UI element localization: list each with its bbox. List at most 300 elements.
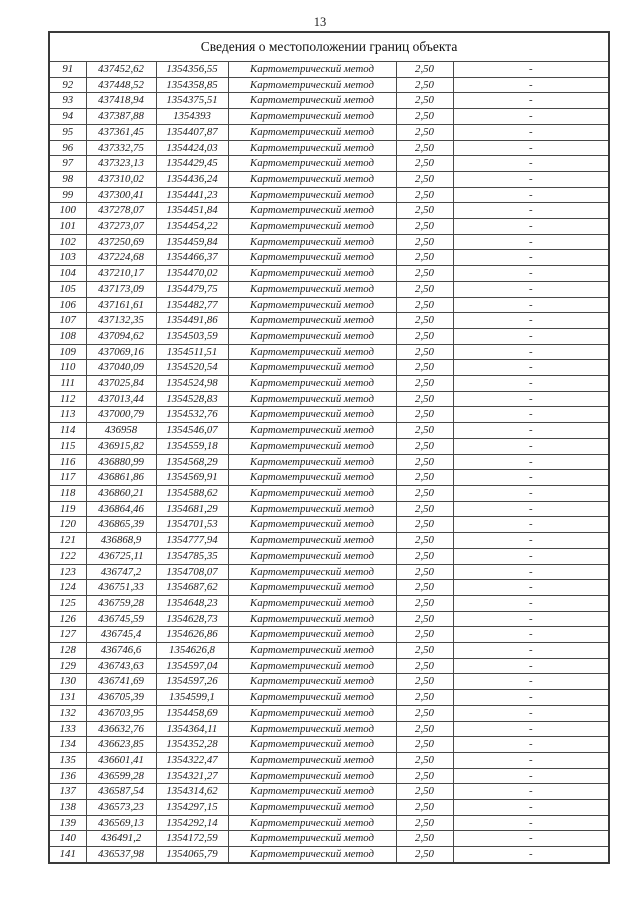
method-cell: Картометрический метод xyxy=(228,360,396,376)
table-row xyxy=(49,250,609,266)
method-cell: Картометрический метод xyxy=(228,344,396,360)
precision-cell: 2,50 xyxy=(396,564,453,580)
x-coordinate-cell: 437173,09 xyxy=(86,281,156,297)
method-cell: Картометрический метод xyxy=(228,721,396,737)
table-row xyxy=(49,690,609,706)
y-coordinate-cell: 1354532,76 xyxy=(156,407,228,423)
y-coordinate-cell: 1354352,28 xyxy=(156,737,228,753)
table-row xyxy=(49,643,609,659)
point-number-cell: 105 xyxy=(49,281,86,297)
point-number-cell: 135 xyxy=(49,752,86,768)
y-coordinate-cell: 1354364,11 xyxy=(156,721,228,737)
note-cell: - xyxy=(453,658,609,674)
precision-cell: 2,50 xyxy=(396,815,453,831)
table-row xyxy=(49,517,609,533)
y-coordinate-cell: 1354785,35 xyxy=(156,548,228,564)
method-cell: Картометрический метод xyxy=(228,77,396,93)
x-coordinate-cell: 436743,63 xyxy=(86,658,156,674)
method-cell: Картометрический метод xyxy=(228,171,396,187)
method-cell: Картометрический метод xyxy=(228,674,396,690)
table-row xyxy=(49,360,609,376)
method-cell: Картометрический метод xyxy=(228,847,396,863)
precision-cell: 2,50 xyxy=(396,752,453,768)
precision-cell: 2,50 xyxy=(396,156,453,172)
x-coordinate-cell: 436491,2 xyxy=(86,831,156,847)
y-coordinate-cell: 1354628,73 xyxy=(156,611,228,627)
x-coordinate-cell: 436868,9 xyxy=(86,533,156,549)
y-coordinate-cell: 1354520,54 xyxy=(156,360,228,376)
table-row xyxy=(49,784,609,800)
note-cell: - xyxy=(453,690,609,706)
x-coordinate-cell: 436861,86 xyxy=(86,470,156,486)
table-row xyxy=(49,721,609,737)
x-coordinate-cell: 436573,23 xyxy=(86,800,156,816)
note-cell: - xyxy=(453,643,609,659)
table-row xyxy=(49,438,609,454)
y-coordinate-cell: 1354568,29 xyxy=(156,454,228,470)
y-coordinate-cell: 1354491,86 xyxy=(156,313,228,329)
y-coordinate-cell: 1354599,1 xyxy=(156,690,228,706)
precision-cell: 2,50 xyxy=(396,219,453,235)
boundary-points-table xyxy=(48,31,610,864)
x-coordinate-cell: 437300,41 xyxy=(86,187,156,203)
table-row xyxy=(49,187,609,203)
method-cell: Картометрический метод xyxy=(228,407,396,423)
note-cell: - xyxy=(453,219,609,235)
point-number-cell: 104 xyxy=(49,266,86,282)
method-cell: Картометрический метод xyxy=(228,93,396,109)
point-number-cell: 120 xyxy=(49,517,86,533)
method-cell: Картометрический метод xyxy=(228,124,396,140)
y-coordinate-cell: 1354597,04 xyxy=(156,658,228,674)
point-number-cell: 128 xyxy=(49,643,86,659)
y-coordinate-cell: 1354424,03 xyxy=(156,140,228,156)
y-coordinate-cell: 1354511,51 xyxy=(156,344,228,360)
note-cell: - xyxy=(453,705,609,721)
point-number-cell: 140 xyxy=(49,831,86,847)
method-cell: Картометрический метод xyxy=(228,250,396,266)
table-row xyxy=(49,297,609,313)
y-coordinate-cell: 1354559,18 xyxy=(156,438,228,454)
table-row xyxy=(49,454,609,470)
method-cell: Картометрический метод xyxy=(228,517,396,533)
precision-cell: 2,50 xyxy=(396,501,453,517)
precision-cell: 2,50 xyxy=(396,438,453,454)
note-cell: - xyxy=(453,344,609,360)
y-coordinate-cell: 1354065,79 xyxy=(156,847,228,863)
point-number-cell: 108 xyxy=(49,328,86,344)
table-row xyxy=(49,313,609,329)
point-number-cell: 136 xyxy=(49,768,86,784)
x-coordinate-cell: 436864,46 xyxy=(86,501,156,517)
precision-cell: 2,50 xyxy=(396,93,453,109)
x-coordinate-cell: 437452,62 xyxy=(86,62,156,78)
x-coordinate-cell: 436623,85 xyxy=(86,737,156,753)
point-number-cell: 109 xyxy=(49,344,86,360)
note-cell: - xyxy=(453,768,609,784)
point-number-cell: 123 xyxy=(49,564,86,580)
table-row xyxy=(49,266,609,282)
table-row xyxy=(49,595,609,611)
method-cell: Картометрический метод xyxy=(228,548,396,564)
table-row xyxy=(49,124,609,140)
precision-cell: 2,50 xyxy=(396,705,453,721)
x-coordinate-cell: 437332,75 xyxy=(86,140,156,156)
precision-cell: 2,50 xyxy=(396,344,453,360)
table-row xyxy=(49,328,609,344)
precision-cell: 2,50 xyxy=(396,297,453,313)
y-coordinate-cell: 1354375,51 xyxy=(156,93,228,109)
note-cell: - xyxy=(453,281,609,297)
precision-cell: 2,50 xyxy=(396,611,453,627)
note-cell: - xyxy=(453,847,609,863)
precision-cell: 2,50 xyxy=(396,658,453,674)
point-number-cell: 116 xyxy=(49,454,86,470)
table-row xyxy=(49,564,609,580)
note-cell: - xyxy=(453,93,609,109)
table-row xyxy=(49,62,609,78)
point-number-cell: 98 xyxy=(49,171,86,187)
x-coordinate-cell: 436745,59 xyxy=(86,611,156,627)
x-coordinate-cell: 437387,88 xyxy=(86,109,156,125)
note-cell: - xyxy=(453,533,609,549)
x-coordinate-cell: 436632,76 xyxy=(86,721,156,737)
method-cell: Картометрический метод xyxy=(228,234,396,250)
precision-cell: 2,50 xyxy=(396,281,453,297)
y-coordinate-cell: 1354441,23 xyxy=(156,187,228,203)
point-number-cell: 119 xyxy=(49,501,86,517)
point-number-cell: 124 xyxy=(49,580,86,596)
x-coordinate-cell: 437273,07 xyxy=(86,219,156,235)
note-cell: - xyxy=(453,328,609,344)
x-coordinate-cell: 436860,21 xyxy=(86,485,156,501)
table-row xyxy=(49,768,609,784)
table-row xyxy=(49,737,609,753)
note-cell: - xyxy=(453,611,609,627)
point-number-cell: 126 xyxy=(49,611,86,627)
note-cell: - xyxy=(453,313,609,329)
table-row xyxy=(49,77,609,93)
y-coordinate-cell: 1354356,55 xyxy=(156,62,228,78)
point-number-cell: 93 xyxy=(49,93,86,109)
table-row xyxy=(49,171,609,187)
y-coordinate-cell: 1354681,29 xyxy=(156,501,228,517)
note-cell: - xyxy=(453,548,609,564)
table-row xyxy=(49,407,609,423)
precision-cell: 2,50 xyxy=(396,721,453,737)
table-row xyxy=(49,580,609,596)
table-title-row xyxy=(49,32,609,62)
table-row xyxy=(49,501,609,517)
method-cell: Картометрический метод xyxy=(228,533,396,549)
table-row xyxy=(49,658,609,674)
x-coordinate-cell: 437361,45 xyxy=(86,124,156,140)
point-number-cell: 106 xyxy=(49,297,86,313)
x-coordinate-cell: 436741,69 xyxy=(86,674,156,690)
y-coordinate-cell: 1354524,98 xyxy=(156,376,228,392)
method-cell: Картометрический метод xyxy=(228,658,396,674)
precision-cell: 2,50 xyxy=(396,328,453,344)
note-cell: - xyxy=(453,752,609,768)
note-cell: - xyxy=(453,407,609,423)
y-coordinate-cell: 1354546,07 xyxy=(156,423,228,439)
point-number-cell: 97 xyxy=(49,156,86,172)
table-row xyxy=(49,847,609,863)
table-row xyxy=(49,93,609,109)
method-cell: Картометрический метод xyxy=(228,156,396,172)
point-number-cell: 96 xyxy=(49,140,86,156)
point-number-cell: 127 xyxy=(49,627,86,643)
x-coordinate-cell: 436703,95 xyxy=(86,705,156,721)
note-cell: - xyxy=(453,595,609,611)
point-number-cell: 102 xyxy=(49,234,86,250)
precision-cell: 2,50 xyxy=(396,847,453,863)
method-cell: Картометрический метод xyxy=(228,737,396,753)
method-cell: Картометрический метод xyxy=(228,313,396,329)
precision-cell: 2,50 xyxy=(396,124,453,140)
x-coordinate-cell: 436745,4 xyxy=(86,627,156,643)
table-row xyxy=(49,752,609,768)
y-coordinate-cell: 1354451,84 xyxy=(156,203,228,219)
x-coordinate-cell: 437069,16 xyxy=(86,344,156,360)
point-number-cell: 131 xyxy=(49,690,86,706)
y-coordinate-cell: 1354588,62 xyxy=(156,485,228,501)
y-coordinate-cell: 1354459,84 xyxy=(156,234,228,250)
point-number-cell: 113 xyxy=(49,407,86,423)
point-number-cell: 101 xyxy=(49,219,86,235)
point-number-cell: 139 xyxy=(49,815,86,831)
note-cell: - xyxy=(453,423,609,439)
precision-cell: 2,50 xyxy=(396,77,453,93)
y-coordinate-cell: 1354528,83 xyxy=(156,391,228,407)
method-cell: Картометрический метод xyxy=(228,423,396,439)
precision-cell: 2,50 xyxy=(396,784,453,800)
method-cell: Картометрический метод xyxy=(228,391,396,407)
point-number-cell: 137 xyxy=(49,784,86,800)
precision-cell: 2,50 xyxy=(396,768,453,784)
method-cell: Картометрический метод xyxy=(228,438,396,454)
x-coordinate-cell: 436747,2 xyxy=(86,564,156,580)
method-cell: Картометрический метод xyxy=(228,187,396,203)
x-coordinate-cell: 436705,39 xyxy=(86,690,156,706)
point-number-cell: 100 xyxy=(49,203,86,219)
y-coordinate-cell: 1354597,26 xyxy=(156,674,228,690)
method-cell: Картометрический метод xyxy=(228,328,396,344)
note-cell: - xyxy=(453,203,609,219)
x-coordinate-cell: 436601,41 xyxy=(86,752,156,768)
point-number-cell: 117 xyxy=(49,470,86,486)
point-number-cell: 133 xyxy=(49,721,86,737)
method-cell: Картометрический метод xyxy=(228,580,396,596)
y-coordinate-cell: 1354297,15 xyxy=(156,800,228,816)
note-cell: - xyxy=(453,266,609,282)
table-row xyxy=(49,140,609,156)
note-cell: - xyxy=(453,156,609,172)
x-coordinate-cell: 436880,99 xyxy=(86,454,156,470)
y-coordinate-cell: 1354292,14 xyxy=(156,815,228,831)
method-cell: Картометрический метод xyxy=(228,784,396,800)
table-row xyxy=(49,800,609,816)
table-row xyxy=(49,674,609,690)
table-row xyxy=(49,423,609,439)
note-cell: - xyxy=(453,564,609,580)
note-cell: - xyxy=(453,815,609,831)
precision-cell: 2,50 xyxy=(396,548,453,564)
method-cell: Картометрический метод xyxy=(228,815,396,831)
y-coordinate-cell: 1354482,77 xyxy=(156,297,228,313)
note-cell: - xyxy=(453,438,609,454)
method-cell: Картометрический метод xyxy=(228,611,396,627)
x-coordinate-cell: 437094,62 xyxy=(86,328,156,344)
y-coordinate-cell: 1354466,37 xyxy=(156,250,228,266)
precision-cell: 2,50 xyxy=(396,595,453,611)
y-coordinate-cell: 1354648,23 xyxy=(156,595,228,611)
x-coordinate-cell: 437040,09 xyxy=(86,360,156,376)
y-coordinate-cell: 1354458,69 xyxy=(156,705,228,721)
precision-cell: 2,50 xyxy=(396,580,453,596)
x-coordinate-cell: 436751,33 xyxy=(86,580,156,596)
x-coordinate-cell: 437025,84 xyxy=(86,376,156,392)
precision-cell: 2,50 xyxy=(396,407,453,423)
point-number-cell: 130 xyxy=(49,674,86,690)
y-coordinate-cell: 1354708,07 xyxy=(156,564,228,580)
method-cell: Картометрический метод xyxy=(228,203,396,219)
x-coordinate-cell: 437323,13 xyxy=(86,156,156,172)
table-row xyxy=(49,627,609,643)
precision-cell: 2,50 xyxy=(396,470,453,486)
precision-cell: 2,50 xyxy=(396,533,453,549)
point-number-cell: 91 xyxy=(49,62,86,78)
method-cell: Картометрический метод xyxy=(228,501,396,517)
y-coordinate-cell: 1354470,02 xyxy=(156,266,228,282)
method-cell: Картометрический метод xyxy=(228,831,396,847)
precision-cell: 2,50 xyxy=(396,485,453,501)
point-number-cell: 115 xyxy=(49,438,86,454)
x-coordinate-cell: 437250,69 xyxy=(86,234,156,250)
note-cell: - xyxy=(453,800,609,816)
precision-cell: 2,50 xyxy=(396,737,453,753)
x-coordinate-cell: 437224,68 xyxy=(86,250,156,266)
point-number-cell: 110 xyxy=(49,360,86,376)
table-row xyxy=(49,281,609,297)
method-cell: Картометрический метод xyxy=(228,705,396,721)
point-number-cell: 103 xyxy=(49,250,86,266)
note-cell: - xyxy=(453,124,609,140)
note-cell: - xyxy=(453,109,609,125)
x-coordinate-cell: 437210,17 xyxy=(86,266,156,282)
x-coordinate-cell: 437448,52 xyxy=(86,77,156,93)
method-cell: Картометрический метод xyxy=(228,266,396,282)
point-number-cell: 107 xyxy=(49,313,86,329)
y-coordinate-cell: 1354626,8 xyxy=(156,643,228,659)
table-row xyxy=(49,391,609,407)
precision-cell: 2,50 xyxy=(396,313,453,329)
method-cell: Картометрический метод xyxy=(228,219,396,235)
x-coordinate-cell: 437161,61 xyxy=(86,297,156,313)
note-cell: - xyxy=(453,360,609,376)
precision-cell: 2,50 xyxy=(396,831,453,847)
point-number-cell: 125 xyxy=(49,595,86,611)
note-cell: - xyxy=(453,784,609,800)
point-number-cell: 138 xyxy=(49,800,86,816)
note-cell: - xyxy=(453,454,609,470)
precision-cell: 2,50 xyxy=(396,800,453,816)
y-coordinate-cell: 1354701,53 xyxy=(156,517,228,533)
table-row xyxy=(49,109,609,125)
precision-cell: 2,50 xyxy=(396,234,453,250)
method-cell: Картометрический метод xyxy=(228,376,396,392)
table-body xyxy=(49,62,609,863)
table-row xyxy=(49,485,609,501)
point-number-cell: 99 xyxy=(49,187,86,203)
note-cell: - xyxy=(453,627,609,643)
table-row xyxy=(49,376,609,392)
precision-cell: 2,50 xyxy=(396,517,453,533)
x-coordinate-cell: 436569,13 xyxy=(86,815,156,831)
point-number-cell: 111 xyxy=(49,376,86,392)
table-title: Сведения о местоположении границ объекта xyxy=(49,32,609,62)
precision-cell: 2,50 xyxy=(396,423,453,439)
method-cell: Картометрический метод xyxy=(228,690,396,706)
point-number-cell: 94 xyxy=(49,109,86,125)
point-number-cell: 134 xyxy=(49,737,86,753)
y-coordinate-cell: 1354322,47 xyxy=(156,752,228,768)
note-cell: - xyxy=(453,580,609,596)
y-coordinate-cell: 1354777,94 xyxy=(156,533,228,549)
y-coordinate-cell: 1354626,86 xyxy=(156,627,228,643)
y-coordinate-cell: 1354429,45 xyxy=(156,156,228,172)
method-cell: Картометрический метод xyxy=(228,281,396,297)
precision-cell: 2,50 xyxy=(396,171,453,187)
precision-cell: 2,50 xyxy=(396,203,453,219)
note-cell: - xyxy=(453,737,609,753)
x-coordinate-cell: 437132,35 xyxy=(86,313,156,329)
note-cell: - xyxy=(453,234,609,250)
x-coordinate-cell: 436599,28 xyxy=(86,768,156,784)
point-number-cell: 121 xyxy=(49,533,86,549)
precision-cell: 2,50 xyxy=(396,376,453,392)
point-number-cell: 141 xyxy=(49,847,86,863)
precision-cell: 2,50 xyxy=(396,391,453,407)
y-coordinate-cell: 1354436,24 xyxy=(156,171,228,187)
method-cell: Картометрический метод xyxy=(228,643,396,659)
note-cell: - xyxy=(453,77,609,93)
y-coordinate-cell: 1354407,87 xyxy=(156,124,228,140)
note-cell: - xyxy=(453,485,609,501)
method-cell: Картометрический метод xyxy=(228,752,396,768)
precision-cell: 2,50 xyxy=(396,360,453,376)
table-row xyxy=(49,548,609,564)
table-row xyxy=(49,203,609,219)
x-coordinate-cell: 436587,54 xyxy=(86,784,156,800)
x-coordinate-cell: 437013,44 xyxy=(86,391,156,407)
note-cell: - xyxy=(453,391,609,407)
method-cell: Картометрический метод xyxy=(228,564,396,580)
x-coordinate-cell: 436915,82 xyxy=(86,438,156,454)
note-cell: - xyxy=(453,250,609,266)
y-coordinate-cell: 1354314,62 xyxy=(156,784,228,800)
x-coordinate-cell: 437310,02 xyxy=(86,171,156,187)
note-cell: - xyxy=(453,831,609,847)
x-coordinate-cell: 436958 xyxy=(86,423,156,439)
table-row xyxy=(49,831,609,847)
point-number-cell: 122 xyxy=(49,548,86,564)
method-cell: Картометрический метод xyxy=(228,297,396,313)
method-cell: Картометрический метод xyxy=(228,470,396,486)
method-cell: Картометрический метод xyxy=(228,140,396,156)
point-number-cell: 132 xyxy=(49,705,86,721)
method-cell: Картометрический метод xyxy=(228,485,396,501)
